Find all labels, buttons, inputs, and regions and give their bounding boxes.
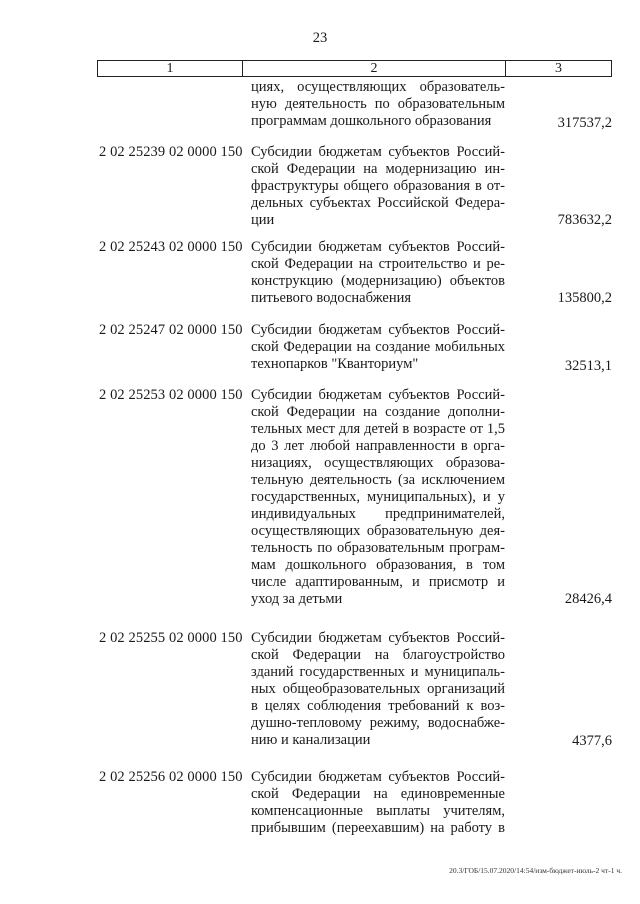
description-line: тельных мест для детей в возрасте от 1,5: [251, 421, 505, 437]
description-line: ской Федерации на единовременные: [251, 786, 505, 802]
row-amount: 4377,6: [572, 733, 612, 749]
description-line: ской Федерации на модернизацию ин-: [251, 161, 505, 177]
description-line: дельных субъектах Российской Федера-: [251, 195, 505, 211]
row-description: [251, 387, 505, 608]
description-line: технопарков "Кванториум": [251, 356, 419, 372]
description-line: Субсидии бюджетам субъектов Россий-: [251, 387, 505, 403]
row-description: [251, 630, 505, 749]
row-amount: 135800,2: [557, 290, 612, 306]
description-line: фраструктуры общего образования в от-: [251, 178, 505, 194]
description-line: числе адаптированным, и присмотр и: [251, 574, 505, 590]
row-code: 2 02 25256 02 0000 150: [99, 769, 243, 785]
description-line: конструкцию (модернизацию) объектов: [251, 273, 505, 289]
table-header: [97, 60, 612, 77]
description-line: питьевого водоснабжения: [251, 290, 412, 306]
header-col-3: 3: [555, 61, 562, 76]
description-line: мам дошкольного образования, в том: [251, 557, 505, 573]
description-line: ную деятельность по образовательным: [251, 96, 505, 112]
description-line: циях, осуществляющих образователь-: [251, 79, 505, 95]
description-line: уход за детьми: [251, 591, 343, 607]
description-line: ской Федерации на создание мобильных: [251, 339, 505, 355]
row-description: [251, 79, 505, 130]
row-amount: 28426,4: [564, 591, 612, 607]
description-line: ской Федерации на благоустройство: [251, 647, 505, 663]
description-line: Субсидии бюджетам субъектов Россий-: [251, 239, 505, 255]
description-line: в целях соблюдения требований к воз-: [251, 698, 505, 714]
row-amount: 783632,2: [557, 212, 612, 228]
page-number: 23: [312, 30, 328, 46]
description-line: компенсационные выплаты учителям,: [251, 803, 505, 819]
description-line: душно-тепловому режиму, водоснабже-: [251, 715, 505, 731]
row-description: [251, 144, 505, 229]
row-description: [251, 239, 505, 307]
row-code: 2 02 25243 02 0000 150: [99, 239, 243, 255]
description-line: Субсидии бюджетам субъектов Россий-: [251, 769, 505, 785]
description-line: Субсидии бюджетам субъектов Россий-: [251, 630, 505, 646]
description-line: до 3 лет любой направленности в орга-: [251, 438, 505, 454]
description-line: низациях, осуществляющих образова-: [251, 455, 505, 471]
description-line: зданий государственных и муниципаль-: [251, 664, 505, 680]
row-description: [251, 322, 505, 373]
header-col-2: 2: [243, 61, 506, 76]
description-line: Субсидии бюджетам субъектов Россий-: [251, 322, 505, 338]
description-line: государственных, муниципальных), и у: [251, 489, 505, 505]
description-line: индивидуальных предпринимателей,: [251, 506, 505, 522]
row-code: 2 02 25255 02 0000 150: [99, 630, 243, 646]
description-line: ции: [251, 212, 275, 228]
description-line: тельную деятельность (за исключением: [251, 472, 505, 488]
description-line: ных общеобразовательных организаций: [251, 681, 505, 697]
description-line: прибывшим (переехавшим) на работу в: [251, 820, 505, 836]
description-line: ской Федерации на создание дополни-: [251, 404, 505, 420]
description-line: ской Федерации на строительство и ре-: [251, 256, 505, 272]
row-code: 2 02 25247 02 0000 150: [99, 322, 243, 338]
row-code: 2 02 25253 02 0000 150: [99, 387, 243, 403]
description-line: осуществляющих образовательную дея-: [251, 523, 505, 539]
description-line: Субсидии бюджетам субъектов Россий-: [251, 144, 505, 160]
description-line: программам дошкольного образования: [251, 113, 492, 129]
row-description: [251, 769, 505, 837]
description-line: нию и канализации: [251, 732, 371, 748]
header-col-1: 1: [98, 61, 243, 76]
row-code: 2 02 25239 02 0000 150: [99, 144, 243, 160]
row-amount: 32513,1: [564, 358, 612, 374]
row-amount: 317537,2: [557, 115, 612, 131]
description-line: тельность по образовательным програм-: [251, 540, 505, 556]
document-footer-code: 20.3/ГОБ/15.07.2020/14:54/изм-бюджет-июль-2 чт-1 ч.: [449, 866, 622, 875]
